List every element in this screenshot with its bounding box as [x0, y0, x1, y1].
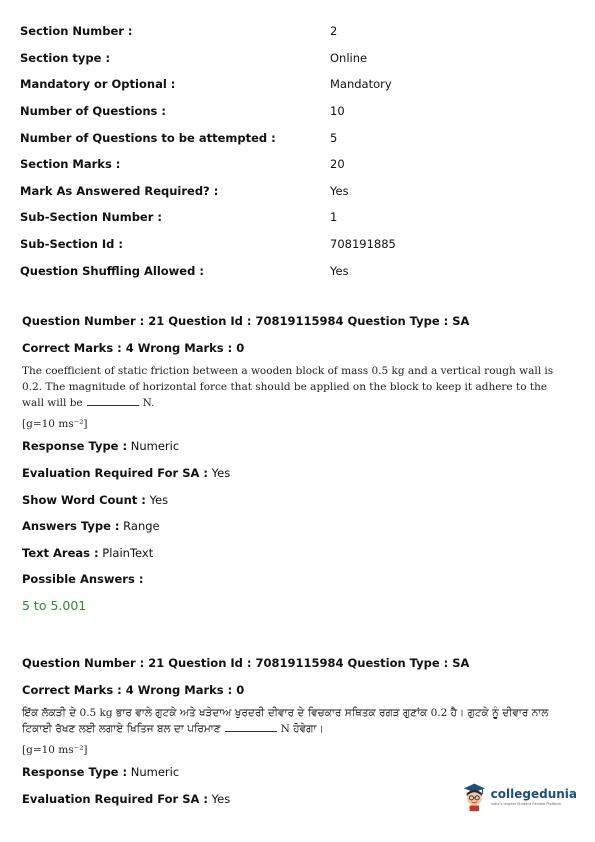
field-row: [22, 513, 572, 540]
question-header: Question Number : 21 Question Id : 70819115984 Question Type : SA: [22, 314, 470, 329]
info-value: Online: [330, 50, 368, 65]
info-value: Yes: [330, 263, 349, 278]
info-key: Number of Questions :: [20, 104, 166, 119]
field-value: Numeric: [130, 765, 180, 780]
field-value: PlainText: [102, 545, 154, 560]
field-value: Yes: [211, 466, 231, 481]
field-label: Evaluation Required For SA :: [22, 466, 209, 481]
gravity-formula: [g=10 ms⁻²]: [22, 744, 88, 757]
field-value: Yes: [211, 792, 231, 807]
question-text-part: ਇੱਕ ਲੱਕੜੀ ਦੇ 0.5 kg ਭਾਰ ਵਾਲੇ ਗੁਟਕੇ ਅਤੇ ਖੜੇਦਾਅ ਖੁਰਦਰੀ ਦੀਵਾਰ ਦੇ ਵਿਚਕਾਰ ਸਥਿਤਕ ਰਗੜ ਗੁਣਾਂਕ 0.2 ਹੈ। ਗੁਟਕੇ ਨੂੰ ਦੀਵਾਰ ਨਾਲ ਟਿਕਾਈ ਰੱਖਣ ਲਈ ਲਗਾਏ ਖਿਤਿਜ ਬਲ ਦਾ ਪਰਿਮਾਣ: [22, 707, 549, 736]
field-row: [22, 433, 572, 460]
info-value: Mandatory: [330, 77, 392, 92]
field-label: Show Word Count :: [22, 492, 146, 507]
graduate-mascot-icon: [462, 780, 487, 812]
info-key: Question Shuffling Allowed :: [20, 263, 204, 278]
info-key: Mark As Answered Required? :: [20, 183, 219, 198]
info-row: [20, 257, 580, 284]
info-row: [20, 71, 580, 98]
info-key: Sub-Section Number :: [20, 210, 163, 225]
marks-line: Correct Marks : 4 Wrong Marks : 0: [22, 340, 245, 355]
field-label: Response Type :: [22, 765, 128, 780]
field-value: Yes: [149, 492, 169, 507]
field-label: Response Type :: [22, 439, 128, 454]
info-row: [20, 98, 580, 125]
info-row: [20, 231, 580, 258]
info-key: Number of Questions to be attempted :: [20, 130, 276, 145]
info-value: Yes: [330, 183, 349, 198]
info-value: 10: [330, 104, 345, 119]
question-header: Question Number : 21 Question Id : 70819115984 Question Type : SA: [22, 656, 470, 671]
question-text-part: N.: [142, 397, 155, 410]
section-info-table: [20, 18, 580, 284]
logo-name: collegedunia: [490, 786, 577, 801]
field-value: Range: [123, 519, 160, 534]
field-label: Text Areas :: [22, 545, 99, 560]
question-text: [22, 705, 572, 737]
field-value: Numeric: [130, 439, 180, 454]
info-key: Sub-Section Id :: [20, 237, 124, 252]
possible-answer-value: 5 to 5.001: [22, 598, 87, 614]
logo-tagline: India's largest Student Review Platform: [490, 801, 562, 806]
info-row: [20, 178, 580, 205]
info-key: Section Number :: [20, 24, 133, 39]
info-row: [20, 204, 580, 231]
collegedunia-logo: [462, 776, 577, 816]
logo-text: [491, 787, 577, 806]
field-row: [22, 460, 572, 487]
info-key: Mandatory or Optional :: [20, 77, 176, 92]
answer-blank: [225, 722, 277, 732]
info-key: Section Marks :: [20, 157, 121, 172]
marks-line: Correct Marks : 4 Wrong Marks : 0: [22, 682, 245, 697]
gravity-formula: [g=10 ms⁻²]: [22, 418, 88, 431]
question-text-part: N ਹੋਵੇਗਾ।: [280, 723, 324, 736]
info-value: 5: [330, 130, 338, 145]
info-row: [20, 45, 580, 72]
question-block-english: [22, 308, 572, 619]
field-row: [22, 540, 572, 567]
info-row: [20, 151, 580, 178]
answer-blank: [87, 396, 139, 406]
info-row: [20, 124, 580, 151]
field-label: Evaluation Required For SA :: [22, 792, 209, 807]
info-value: 708191885: [330, 237, 396, 252]
field-label: Answers Type :: [22, 519, 120, 534]
possible-answers-label: Possible Answers :: [22, 572, 144, 587]
field-row: [22, 486, 572, 513]
question-text-part: The coefficient of static friction between a wooden block of mass 0.5 kg and a vertical rough wall is 0.2. The magnitude of horizontal force that should be applied on the block to keep it adhere to the wall will be: [22, 365, 554, 410]
info-value: 2: [330, 24, 338, 39]
info-key: Section type :: [20, 50, 111, 65]
info-value: 1: [330, 210, 338, 225]
info-row: [20, 18, 580, 45]
question-text: [22, 363, 572, 411]
info-value: 20: [330, 157, 345, 172]
